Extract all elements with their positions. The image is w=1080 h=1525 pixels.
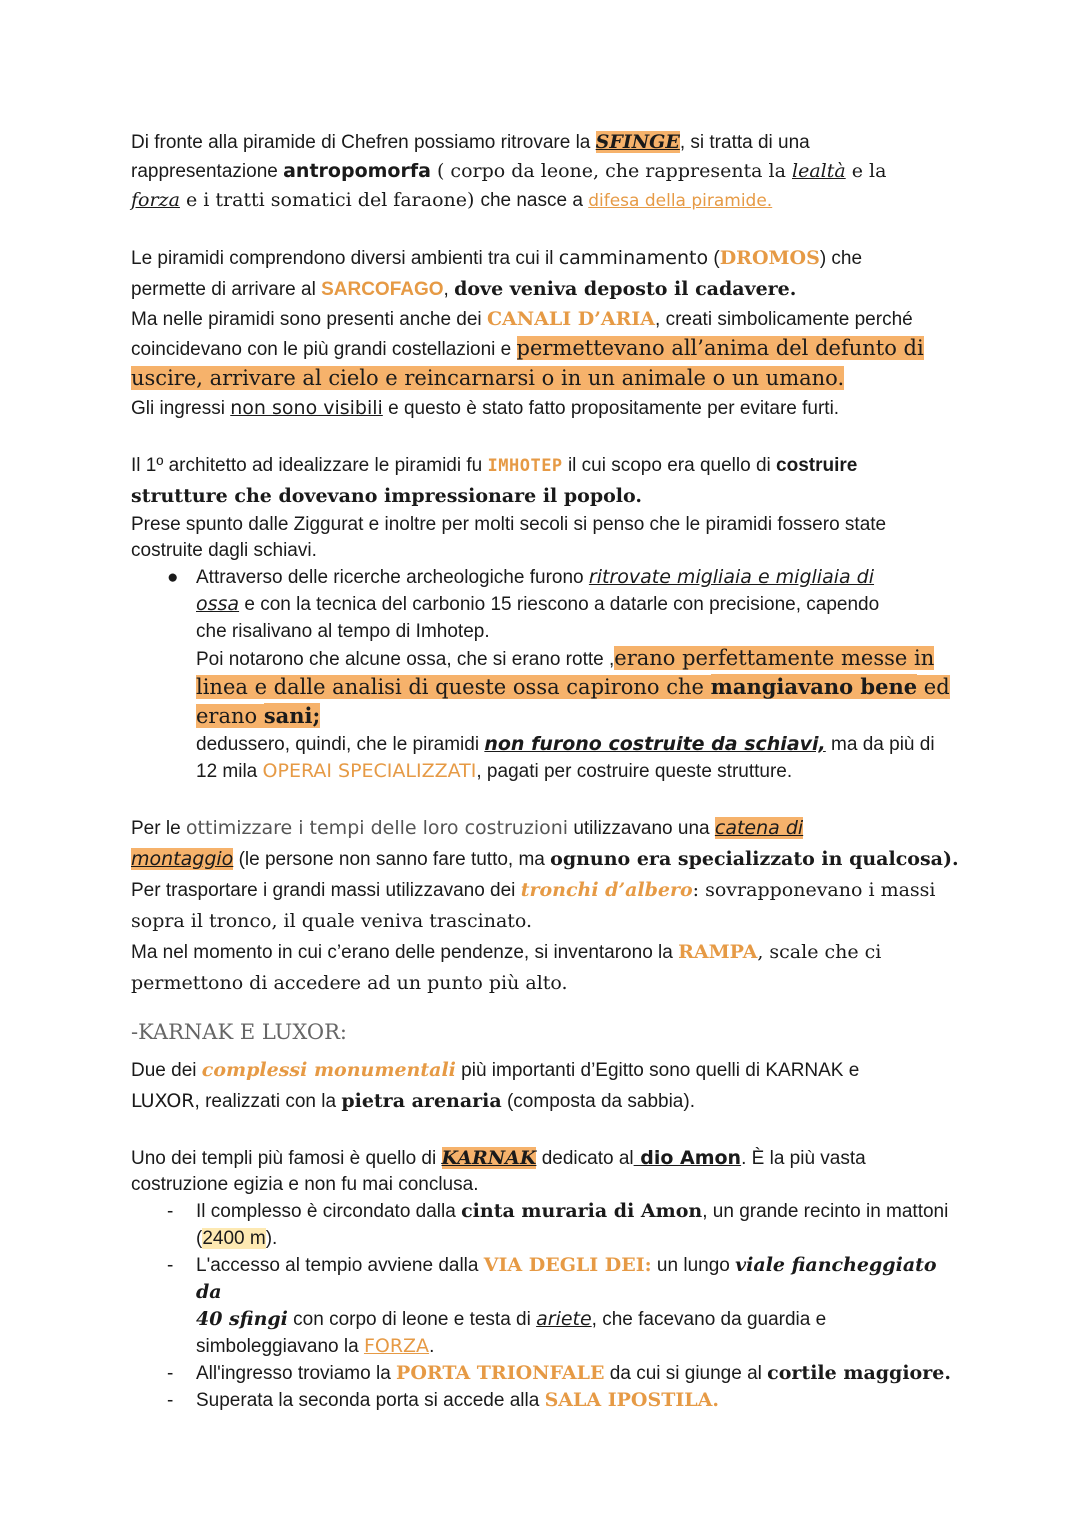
keyword-catena: catena di: [714, 817, 804, 839]
paragraph-sfinge: [131, 128, 961, 215]
keyword-mangiavano: mangiavano bene: [710, 674, 918, 699]
text: il cui scopo era quello di: [562, 455, 777, 476]
paragraph-canali: [131, 305, 961, 423]
text: utilizzavano una: [568, 818, 715, 839]
keyword-canali: CANALI D’ARIA: [486, 308, 656, 330]
keyword-camminamento: camminamento: [558, 247, 709, 269]
highlight-anima: uscire, arrivare al cielo e reincarnarsi o in un animale o un umano.: [131, 366, 845, 390]
text: . È la più vasta: [741, 1148, 866, 1169]
keyword-cinta: cinta muraria di Amon: [461, 1200, 703, 1222]
keyword-lealta: lealtà: [792, 160, 846, 182]
text: , un grande recinto in mattoni: [702, 1201, 949, 1222]
keyword-pietra: pietra arenaria: [341, 1090, 502, 1112]
keyword-via-degli-dei: VIA DEGLI DEI:: [483, 1254, 652, 1276]
keyword-forza-upper: FORZA: [363, 1335, 430, 1357]
keyword-ossa: ossa: [196, 593, 240, 615]
text: Due dei: [131, 1060, 202, 1081]
text: dedicato al: [536, 1148, 634, 1169]
text: e la: [845, 160, 887, 182]
text: All'ingresso troviamo la: [196, 1363, 397, 1384]
keyword-viale: viale fiancheggiato da: [196, 1254, 937, 1303]
keyword-specializzato: ognuno era specializzato in qualcosa).: [550, 848, 959, 870]
paragraph-catena: [131, 813, 961, 999]
text: ) che: [819, 248, 863, 269]
text: : sovrapponevano i massi: [692, 879, 936, 901]
text: da cui si giunge al: [604, 1363, 768, 1384]
text: (le persone non sanno fare tutto, ma: [233, 849, 551, 870]
list-item: [131, 1360, 961, 1387]
highlight-ossa: linea e dalle analisi di queste ossa capirono che: [196, 675, 711, 699]
keyword-ariete: ariete: [536, 1308, 592, 1330]
highlight-ossa: erano perfettamente messe in: [614, 646, 935, 670]
keyword-difesa: difesa della piramide.: [588, 191, 773, 211]
list-item: [131, 1198, 961, 1252]
text: Attraverso delle ricerche archeologiche furono: [196, 567, 589, 588]
text: (: [708, 248, 720, 269]
keyword-karnak: KARNAK: [441, 1147, 537, 1169]
paragraph-ziggurat: [131, 512, 961, 564]
keyword-viale: 40 sfingi: [196, 1308, 288, 1330]
text: L'accesso al tempio avviene dalla: [196, 1255, 484, 1276]
keyword-tronchi: tronchi d’albero: [520, 879, 693, 901]
keyword-visibili: non sono visibili: [230, 397, 383, 419]
list-item: [131, 1252, 961, 1360]
keyword-amon: dio Amon: [633, 1147, 742, 1169]
text: che risalivano al tempo di Imhotep.: [196, 621, 490, 642]
keyword-schiavi: non furono costruite da schiavi,: [484, 733, 826, 755]
text: e con la tecnica del carbonio 15 riescono a datarle con precisione, capendo: [239, 594, 880, 615]
text: Poi notarono che alcune ossa, che si erano rotte ,: [196, 649, 615, 670]
text: permette di arrivare al: [131, 279, 322, 300]
text: Per trasportare i grandi massi utilizzavano dei: [131, 880, 521, 901]
text: ma da più di: [825, 734, 935, 755]
text: dedussero, quindi, che le piramidi: [196, 734, 485, 755]
bullet-icon: ●: [167, 567, 179, 588]
text: (: [196, 1228, 203, 1249]
text: Gli ingressi: [131, 398, 231, 419]
text: , che facevano da guardia e: [591, 1309, 827, 1330]
keyword-complessi: complessi monumentali: [201, 1059, 456, 1081]
text: con corpo di leone e testa di: [287, 1309, 537, 1330]
text: coincidevano con le più grandi costellazioni e: [131, 339, 517, 360]
dash-list-karnak: [131, 1198, 961, 1414]
text: simboleggiavano la: [196, 1336, 364, 1357]
paragraph-imhotep: [131, 451, 961, 512]
keyword-sani: sani;: [263, 703, 321, 728]
keyword-luxor: LUXOR: [131, 1090, 195, 1112]
keyword-catena: montaggio: [131, 848, 234, 870]
bullet-list-ossa: [131, 564, 961, 785]
list-item: [131, 564, 961, 785]
text: ( corpo da leone: [430, 160, 594, 182]
text: Ma nel momento in cui c’erano delle pendenze, si inventarono la: [131, 942, 679, 963]
text: Le piramidi comprendono diversi ambienti tra cui il: [131, 248, 559, 269]
keyword-deposto: dove veniva deposto il cadavere.: [454, 278, 797, 300]
text: Superata la seconda porta si accede alla: [196, 1390, 545, 1411]
text: , pagati per costruire queste strutture.: [476, 761, 793, 782]
text: ,: [443, 279, 455, 300]
text: Il complesso è circondato dalla: [196, 1201, 462, 1222]
keyword-porta-trionfale: PORTA TRIONFALE: [396, 1362, 605, 1384]
keyword-2400m: 2400 m: [202, 1228, 266, 1249]
dash-icon: -: [167, 1255, 174, 1276]
highlight-anima: permettevano all’anima del defunto di: [516, 336, 924, 360]
text: , che rappresenta la: [593, 160, 792, 182]
text: , scale che ci: [757, 941, 882, 963]
text: Prese spunto dalle Ziggurat e inoltre per molti secoli si penso che le piramidi fossero state: [131, 514, 887, 535]
text: e i tratti somatici del faraone): [179, 189, 481, 211]
keyword-forza: forza: [131, 189, 180, 211]
text: (composta da sabbia).: [501, 1091, 695, 1112]
text: Per le: [131, 818, 186, 839]
paragraph-karnak-tempio: [131, 1145, 961, 1198]
keyword-dromos: DROMOS: [719, 247, 820, 269]
text: e questo è stato fatto propositamente per evitare furti.: [382, 398, 840, 419]
highlight-ossa: ed: [917, 675, 950, 699]
keyword-sala-ipostila: SALA IPOSTILA.: [544, 1389, 719, 1411]
keyword-imhotep: IMHOTEP: [487, 456, 563, 476]
text: più importanti d’Egitto sono quelli di KARNAK e: [455, 1060, 860, 1081]
dash-icon: -: [167, 1201, 174, 1222]
text: , si tratta di una: [679, 132, 810, 153]
keyword-cortile: cortile maggiore.: [767, 1362, 951, 1384]
text: .: [429, 1336, 435, 1357]
text: costruzione egizia e non fu mai conclusa.: [131, 1174, 479, 1195]
text: permettono di accedere ad un punto più alto.: [131, 972, 568, 994]
section-heading: -KARNAK E LUXOR:: [131, 1020, 347, 1044]
document-content: [131, 128, 961, 1414]
text: sopra il tronco, il quale veniva trascinato.: [131, 910, 533, 932]
text: Di fronte alla piramide di Chefren possiamo ritrovare la: [131, 132, 596, 153]
text: ).: [265, 1228, 278, 1249]
keyword-ossa: ritrovate migliaia e migliaia di: [588, 566, 875, 588]
list-item: [131, 1387, 961, 1414]
text: Ma nelle piramidi sono presenti anche dei: [131, 309, 487, 330]
keyword-costruire: costruire: [776, 455, 858, 476]
text: Uno dei templi più famosi è quello di: [131, 1148, 442, 1169]
text: costruite dagli schiavi.: [131, 540, 317, 561]
text: 12 mila: [196, 761, 263, 782]
text: , creati simbolicamente perché: [655, 309, 913, 330]
keyword-rampa: RAMPA: [678, 941, 758, 963]
keyword-antropomorfa: antropomorfa: [283, 160, 431, 182]
keyword-sarcofago: SARCOFAGO: [321, 279, 444, 300]
text: Il 1º architetto ad idealizzare le piramidi fu: [131, 455, 488, 476]
keyword-strutture: strutture che dovevano impressionare il popolo.: [131, 485, 642, 507]
text: che nasce a: [480, 190, 589, 211]
text: un lungo: [651, 1255, 736, 1276]
keyword-sfinge: SFINGE: [595, 131, 680, 153]
dash-icon: -: [167, 1363, 174, 1384]
dash-icon: -: [167, 1390, 174, 1411]
paragraph-ambienti: [131, 243, 961, 305]
highlight-ossa: erano: [196, 704, 264, 728]
paragraph-karnak-luxor: [131, 1055, 961, 1117]
text: , realizzati con la: [194, 1091, 342, 1112]
text: rappresentazione: [131, 161, 284, 182]
keyword-operai: OPERAI SPECIALIZZATI: [262, 760, 477, 782]
keyword-ottimizzare: ottimizzare i tempi delle loro costruzioni: [185, 817, 569, 839]
